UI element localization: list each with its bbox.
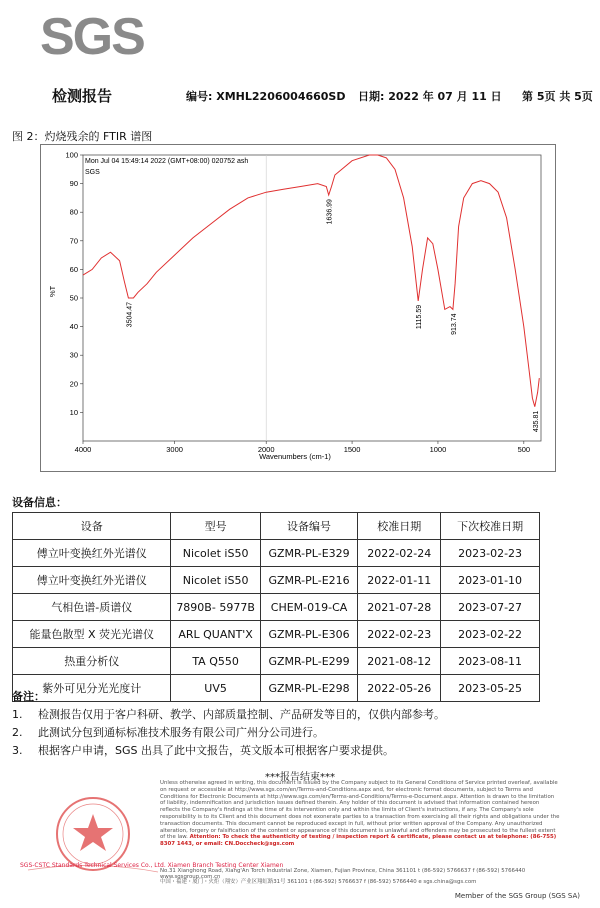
report-date [358,88,502,104]
y-tick-label: 10 [69,407,78,417]
attention-text: Attention: To check the authenticity of testing / inspection report & certificate, please contact us at telephone: (86-755) 8307 1443, or email: CN.Doccheck@sgs.com [160,834,557,848]
header-next-cal-date: 下次校准日期 [441,513,540,540]
x-tick-label: 1000 [429,445,447,454]
report-no-value: XMHL2206004660SD [216,90,346,103]
cell-device-id: GZMR-PL-E298 [260,675,358,702]
cell-device-id: CHEM-019-CA [260,594,358,621]
table-row [13,540,540,567]
report-no-label: 编号: [186,90,213,103]
cell-next-cal-date: 2023-05-25 [441,675,540,702]
figure-caption: 图 2：灼烧残余的 FTIR 谱图 [12,130,153,143]
peak-label: 1115.59 [416,304,424,330]
peak-label: 435.81 [532,410,540,433]
header-device: 设备 [13,513,171,540]
date-value: 2022 年 07 月 11 日 [388,90,502,103]
equipment-table [12,512,540,702]
report-end: ***报告结束*** [265,772,335,783]
y-tick-label: 80 [69,207,78,217]
company-seal [18,790,168,900]
cell-model: ARL QUANT'X [171,621,260,648]
table-row [13,675,540,702]
logo-text: SGS [40,8,144,62]
cell-device: 傅立叶变换红外光谱仪 [13,567,171,594]
terms-fine-print [160,780,560,848]
x-axis-label: Wavenumbers (cm-1) [259,452,331,461]
table-row [13,594,540,621]
x-tick-label: 500 [517,445,531,454]
chart-meta-line: Mon Jul 04 15:49:14 2022 (GMT+08:00) 020752 ash [85,158,249,165]
cell-model: Nicolet iS50 [171,540,260,567]
cell-device: 热重分析仪 [13,648,171,675]
header-device-id: 设备编号 [260,513,358,540]
cell-device: 傅立叶变换红外光谱仪 [13,540,171,567]
note-item [12,742,394,758]
date-label: 日期: [358,90,385,103]
note-item [12,706,445,722]
x-tick-label: 1500 [343,445,361,454]
cell-model: TA Q550 [171,648,260,675]
peak-label: 3504.47 [126,302,134,328]
cell-model: UV5 [171,675,260,702]
cell-device-id: GZMR-PL-E306 [260,621,358,648]
equipment-section-title: 设备信息： [12,496,67,509]
sgs-logo [38,8,158,62]
page-title: 检测报告 [52,87,113,105]
ftir-chart [40,144,556,472]
cell-device-id: GZMR-PL-E329 [260,540,358,567]
cell-next-cal-date: 2023-08-11 [441,648,540,675]
page-indicator: 第 5页 共 5页 [522,90,593,103]
table-row [13,648,540,675]
note-number: 1. [12,708,23,721]
cell-device: 气相色谱-质谱仪 [13,594,171,621]
table-row [13,621,540,648]
note-number: 3. [12,744,23,757]
cell-cal-date: 2022-02-24 [358,540,441,567]
cell-next-cal-date: 2023-02-23 [441,540,540,567]
y-axis-label: %T [48,285,57,297]
chart-svg [41,145,555,471]
x-tick-label: 3000 [166,445,183,454]
plot-area [83,155,541,441]
y-tick-label: 70 [69,236,78,246]
cell-device-id: GZMR-PL-E299 [260,648,358,675]
address-english: No.31 Xianghong Road, Xiang'An Torch Industrial Zone, Xiamen, Fujian Province, China 361101 t (86-592) 5766637 f (86-592) 5766440 www.sgsgroup.com.cn [160,868,526,880]
x-tick-label: 4000 [74,445,92,454]
seal-text: SGS-CSTC Standards Technical Services Co., Ltd. Xiamen Branch Testing Center Xiamen [20,862,284,869]
peak-label: 913.74 [450,313,458,335]
sgs-member-text: Member of the SGS Group (SGS SA) [454,892,580,900]
header-cal-date: 校准日期 [358,513,441,540]
cell-model: Nicolet iS50 [171,567,260,594]
y-tick-label: 30 [69,350,78,360]
y-tick-label: 50 [69,293,78,303]
note-number: 2. [12,726,23,739]
note-text: 根据客户申请，SGS 出具了此中文报告，英文版本可根据客户要求提供。 [38,744,394,757]
table-row [13,567,540,594]
y-tick-label: 20 [69,379,78,389]
note-item [12,724,324,740]
terms-text: Unless otherwise agreed in writing, this document is issued by the Company subject to its General Conditions of Service printed overleaf, available on request or accessible at http://www.sgs.com/en/Terms-and-Conditions.aspx and, for electronic format documents, subject to Terms and Conditions for Electronic Documents at http://www.sgs.com/en/Terms-and-Conditions/Terms-e-Document.aspx. Attention is drawn to the limitation of liability, indemnification and jurisdiction issues defined therein. Any holder of this document is advised that information contained hereon reflects the Company's findings at the time of its intervention only and within the limits of Client's instructions, if any. The Company's sole responsibility is to its Client and this document does not exonerate parties to a transaction from exercising all their rights and obligations under the transaction documents. This document cannot be reproduced except in full, without prior written approval of the Company. Any unauthorized alteration, forgery or falsification of the content or appearance of this document is unlawful and offenders may be prosecuted to the fullest extent of the law. [160,780,560,841]
notes-title: 备注： [12,690,45,703]
cell-cal-date: 2022-05-26 [358,675,441,702]
x-tick-label: 2000 [257,445,275,454]
report-number [186,88,345,104]
cell-cal-date: 2021-07-28 [358,594,441,621]
spectrum-line [83,155,539,407]
cell-device: 能量色散型 X 荧光光谱仪 [13,621,171,648]
y-tick-label: 40 [69,322,78,332]
table-header-row [13,513,540,540]
y-tick-label: 100 [65,150,78,160]
header-model: 型号 [171,513,260,540]
address-chinese: 中国・福建・厦门・火炬（翔安）产业区翔虹路31号 361101 t (86-592) 5766637 f (86-592) 5766440 e sgs.china@sgs.com [160,879,477,885]
cell-cal-date: 2022-02-23 [358,621,441,648]
cell-cal-date: 2021-08-12 [358,648,441,675]
note-text: 此测试分包到通标标准技术服务有限公司广州分公司进行。 [38,726,324,739]
y-tick-label: 90 [69,179,78,189]
cell-next-cal-date: 2023-01-10 [441,567,540,594]
peak-label: 1636.99 [326,199,334,225]
cell-device: 紫外可见分光光度计 [13,675,171,702]
chart-meta-sub: SGS [85,169,100,176]
y-tick-label: 60 [69,264,78,274]
cell-next-cal-date: 2023-02-22 [441,621,540,648]
cell-cal-date: 2022-01-11 [358,567,441,594]
cell-device-id: GZMR-PL-E216 [260,567,358,594]
cell-model: 7890B- 5977B [171,594,260,621]
cell-next-cal-date: 2023-07-27 [441,594,540,621]
note-text: 检测报告仅用于客户科研、教学、内部质量控制、产品研发等目的，仅供内部参考。 [38,708,445,721]
